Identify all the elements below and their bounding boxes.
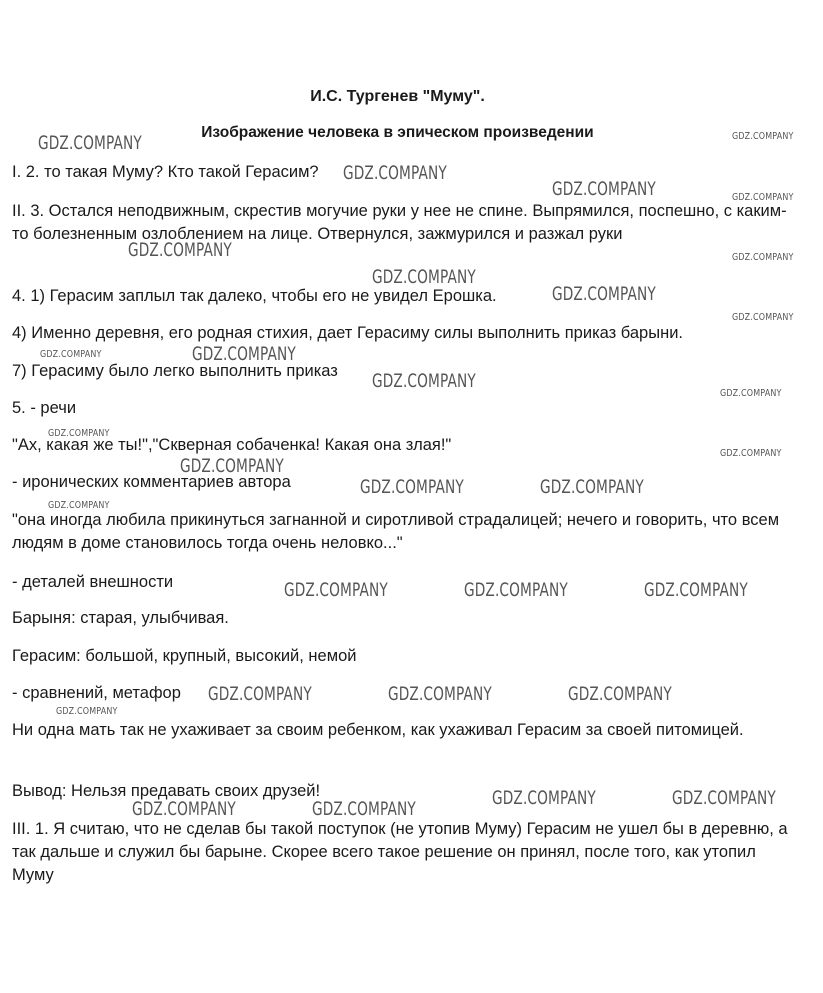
watermark: GDZ.COMPANY	[464, 579, 568, 601]
watermark: GDZ.COMPANY	[672, 787, 776, 809]
text-line: Вывод: Нельзя предавать своих друзей!	[12, 782, 321, 800]
watermark: GDZ.COMPANY	[720, 448, 782, 459]
text-line: 4) Именно деревня, его родная стихия, дает Герасиму силы выполнить приказ барыни.	[12, 324, 683, 342]
watermark: GDZ.COMPANY	[540, 476, 644, 498]
text-line: - деталей внешности	[12, 573, 174, 591]
text-line: 4. 1) Герасим заплыл так далеко, чтобы его не увидел Ерошка.	[12, 287, 497, 305]
watermark: GDZ.COMPANY	[312, 798, 416, 820]
watermark: GDZ.COMPANY	[192, 343, 296, 365]
watermark: GDZ.COMPANY	[40, 349, 102, 360]
watermark: GDZ.COMPANY	[48, 428, 110, 439]
watermark: GDZ.COMPANY	[38, 132, 142, 154]
watermark: GDZ.COMPANY	[360, 476, 464, 498]
watermark: GDZ.COMPANY	[732, 312, 794, 323]
watermark: GDZ.COMPANY	[372, 370, 476, 392]
watermark: GDZ.COMPANY	[552, 178, 656, 200]
watermark: GDZ.COMPANY	[48, 500, 110, 511]
text-line: 5. - речи	[12, 399, 77, 417]
text-line: Барыня: старая, улыбчивая.	[12, 609, 229, 627]
watermark: GDZ.COMPANY	[128, 239, 232, 261]
watermark: GDZ.COMPANY	[732, 192, 794, 203]
text-line: - сравнений, метафор	[12, 684, 181, 702]
watermark: GDZ.COMPANY	[132, 798, 236, 820]
watermark: GDZ.COMPANY	[552, 283, 656, 305]
watermark: GDZ.COMPANY	[284, 579, 388, 601]
text-paragraph: III. 1. Я считаю, что не сделав бы такой поступок (не утопив Муму) Герасим не ушел бы в деревню, а так дальше и служил бы барыне. Скорее всего такое решение он принял, после того, как утопил Муму	[12, 820, 788, 884]
document-subtitle: Изображение человека в эпическом произведении	[201, 124, 594, 141]
text-paragraph: II. 3. Остался неподвижным, скрестив могучие руки у нее не спине. Выпрямился, поспешно, с каким-то болезненным озлоблением на лице. Отвернулся, зажмурился и разжал руки	[12, 202, 787, 243]
text-line: - иронических комментариев автора	[12, 473, 291, 491]
watermark: GDZ.COMPANY	[720, 388, 782, 399]
text-paragraph: Ни одна мать так не ухаживает за своим ребенком, как ухаживал Герасим за своей питомицей.	[12, 721, 744, 739]
watermark: GDZ.COMPANY	[343, 162, 447, 184]
watermark: GDZ.COMPANY	[568, 683, 672, 705]
watermark: GDZ.COMPANY	[732, 131, 794, 142]
text-paragraph: "она иногда любила прикинуться загнанной и сиротливой страдалицей; нечего и говорить, что всем людям в доме становилось тогда очень неловко..."	[12, 511, 780, 552]
watermark: GDZ.COMPANY	[208, 683, 312, 705]
text-line: Герасим: большой, крупный, высокий, немой	[12, 647, 357, 665]
text-line: I. 2. то такая Муму? Кто такой Герасим?	[12, 163, 319, 181]
watermark: GDZ.COMPANY	[644, 579, 748, 601]
watermark: GDZ.COMPANY	[180, 455, 284, 477]
watermark: GDZ.COMPANY	[372, 266, 476, 288]
watermark: GDZ.COMPANY	[388, 683, 492, 705]
watermark: GDZ.COMPANY	[56, 706, 118, 717]
document-title: И.С. Тургенев "Муму".	[310, 88, 485, 105]
watermark: GDZ.COMPANY	[492, 787, 596, 809]
watermark: GDZ.COMPANY	[732, 252, 794, 263]
text-line: 7) Герасиму было легко выполнить приказ	[12, 362, 338, 380]
text-line: "Ах, какая же ты!","Скверная собаченка! Какая она злая!"	[12, 436, 452, 454]
